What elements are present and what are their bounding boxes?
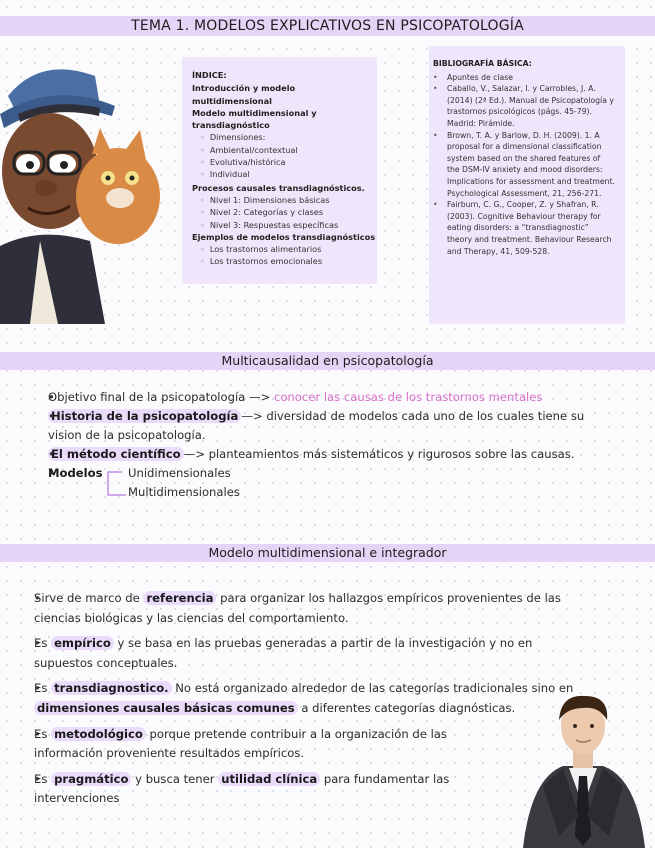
index-item: ◦ Individual [192,168,377,180]
multicausalidad-list [0,388,655,504]
list-item [0,445,655,464]
bibliography-item: • Caballo, V., Salazar, I. y Carrobles, J. A. (2014) (2ª Ed.). Manual de Psicopatología y trastornos psicológicos (págs. 45-79). Madrid: Pirámide. [429,83,615,129]
highlight-term: utilidad clínica [218,772,320,786]
list-item [0,407,655,445]
index-item: ◦ Dimensiones: [192,131,377,143]
index-item: Introducción y modelo multidimensional [192,83,296,106]
index-item: Procesos causales transdiagnósticos. [192,182,365,193]
person-photo [513,686,653,848]
bibliography-heading: BIBLIOGRAFÍA BÁSICA: [433,59,532,68]
index-item: Ejemplos de modelos transdiagnósticos [192,231,376,242]
list-item [0,634,655,673]
bullet-text: y se basa en las pruebas generadas a partir de la investigación y no en supuestos conceptuales. [34,636,533,670]
index-box [182,57,377,284]
index-item: ◦ Evolutiva/histórica [192,156,377,168]
section-header-modelo-multidimensional: Modelo multidimensional e integrador [0,544,655,562]
models-option: Unidimensionales [128,466,231,480]
highlight-link: conocer las causas de los trastornos mentales [273,390,543,404]
highlight-term: El método científico [48,447,184,461]
list-item [0,388,655,407]
highlight-term: transdiagnostico. [51,681,172,695]
bibliography-box [429,46,625,324]
bibliography-item: • Fairburn, C. G., Cooper, Z. y Shafran, R. (2003). Cognitive Behaviour therapy for eating disorders: a “transdiagnostic” theory and treatment. Behaviour Research and Therapy, 41, 509-528. [429,199,615,257]
bullet-text: Es [34,681,52,696]
list-item [0,464,655,504]
highlight-term: empírico [51,636,114,650]
bullet-text: a diferentes categorías diagnósticas. [297,700,516,715]
models-option: Multidimensionales [128,485,240,499]
models-label: Modelos [48,466,103,480]
bracket-connector [104,470,128,500]
bibliography-item: • Apuntes de clase [429,72,615,84]
bullet-text: —> planteamientos más sistemáticos y rigurosos sobre las causas. [183,447,575,461]
bullet-text: Es [34,771,52,786]
bullet-text: y busca tener [131,771,219,786]
highlight-term: dimensiones causales básicas comunes [34,701,298,715]
bullet-text: para organizar los hallazgos empíricos provenientes de las ciencias biológicas y las ciencias del comportamiento. [34,591,561,625]
bullet-text: para fundamentar las intervenciones [34,771,450,806]
bullet-text: —> diversidad de modelos cada uno de los cuales tiene su vision de la psicopatología. [48,409,585,442]
highlight-term: referencia [143,591,216,605]
bullet-text: Objetivo final de la psicopatología —> [48,390,274,404]
highlight-term: metodológico [51,727,146,741]
index-heading: ÍNDICE: [192,70,227,80]
section-header-multicausalidad: Multicausalidad en psicopatología [0,352,655,370]
bullet-text: No está organizado alrededor de las categorías tradicionales sino en [171,681,574,696]
cartoon-character-illustration [0,36,160,324]
index-item: ◦ Los trastornos alimentarios [192,243,377,255]
page-title: TEMA 1. MODELOS EXPLICATIVOS EN PSICOPATOLOGÍA [0,16,655,36]
highlight-term: pragmático [51,772,131,786]
bullet-text: Sirve de marco de [34,591,144,605]
bullet-text: Es [34,636,52,651]
index-item: ◦ Ambiental/contextual [192,144,377,156]
index-item: ◦ Los trastornos emocionales [192,255,377,267]
index-item: ◦ Nivel 2: Categorías y clases [192,206,377,218]
bibliography-item: • Brown, T. A. y Barlow, D. H. (2009). 1. A proposal for a dimensional classification system based on the shared features of the DSM-IV anxiety and mood disorders: Implications for assessment and treatment. Psychological Assessment, 21, 256-271. [429,130,615,200]
index-item: ◦ Nivel 1: Dimensiones básicas [192,194,377,206]
bullet-text: Es [34,726,52,741]
highlight-term: Historia de la psicopatología [48,409,241,423]
bullet-text: porque pretende contribuir a la organización de las información proveniente resultados empíricos. [34,726,447,761]
list-item [0,589,655,628]
index-item: ◦ Nivel 3: Respuestas específicas [192,219,377,231]
index-item: Modelo multidimensional y transdiagnóstico [192,107,317,131]
